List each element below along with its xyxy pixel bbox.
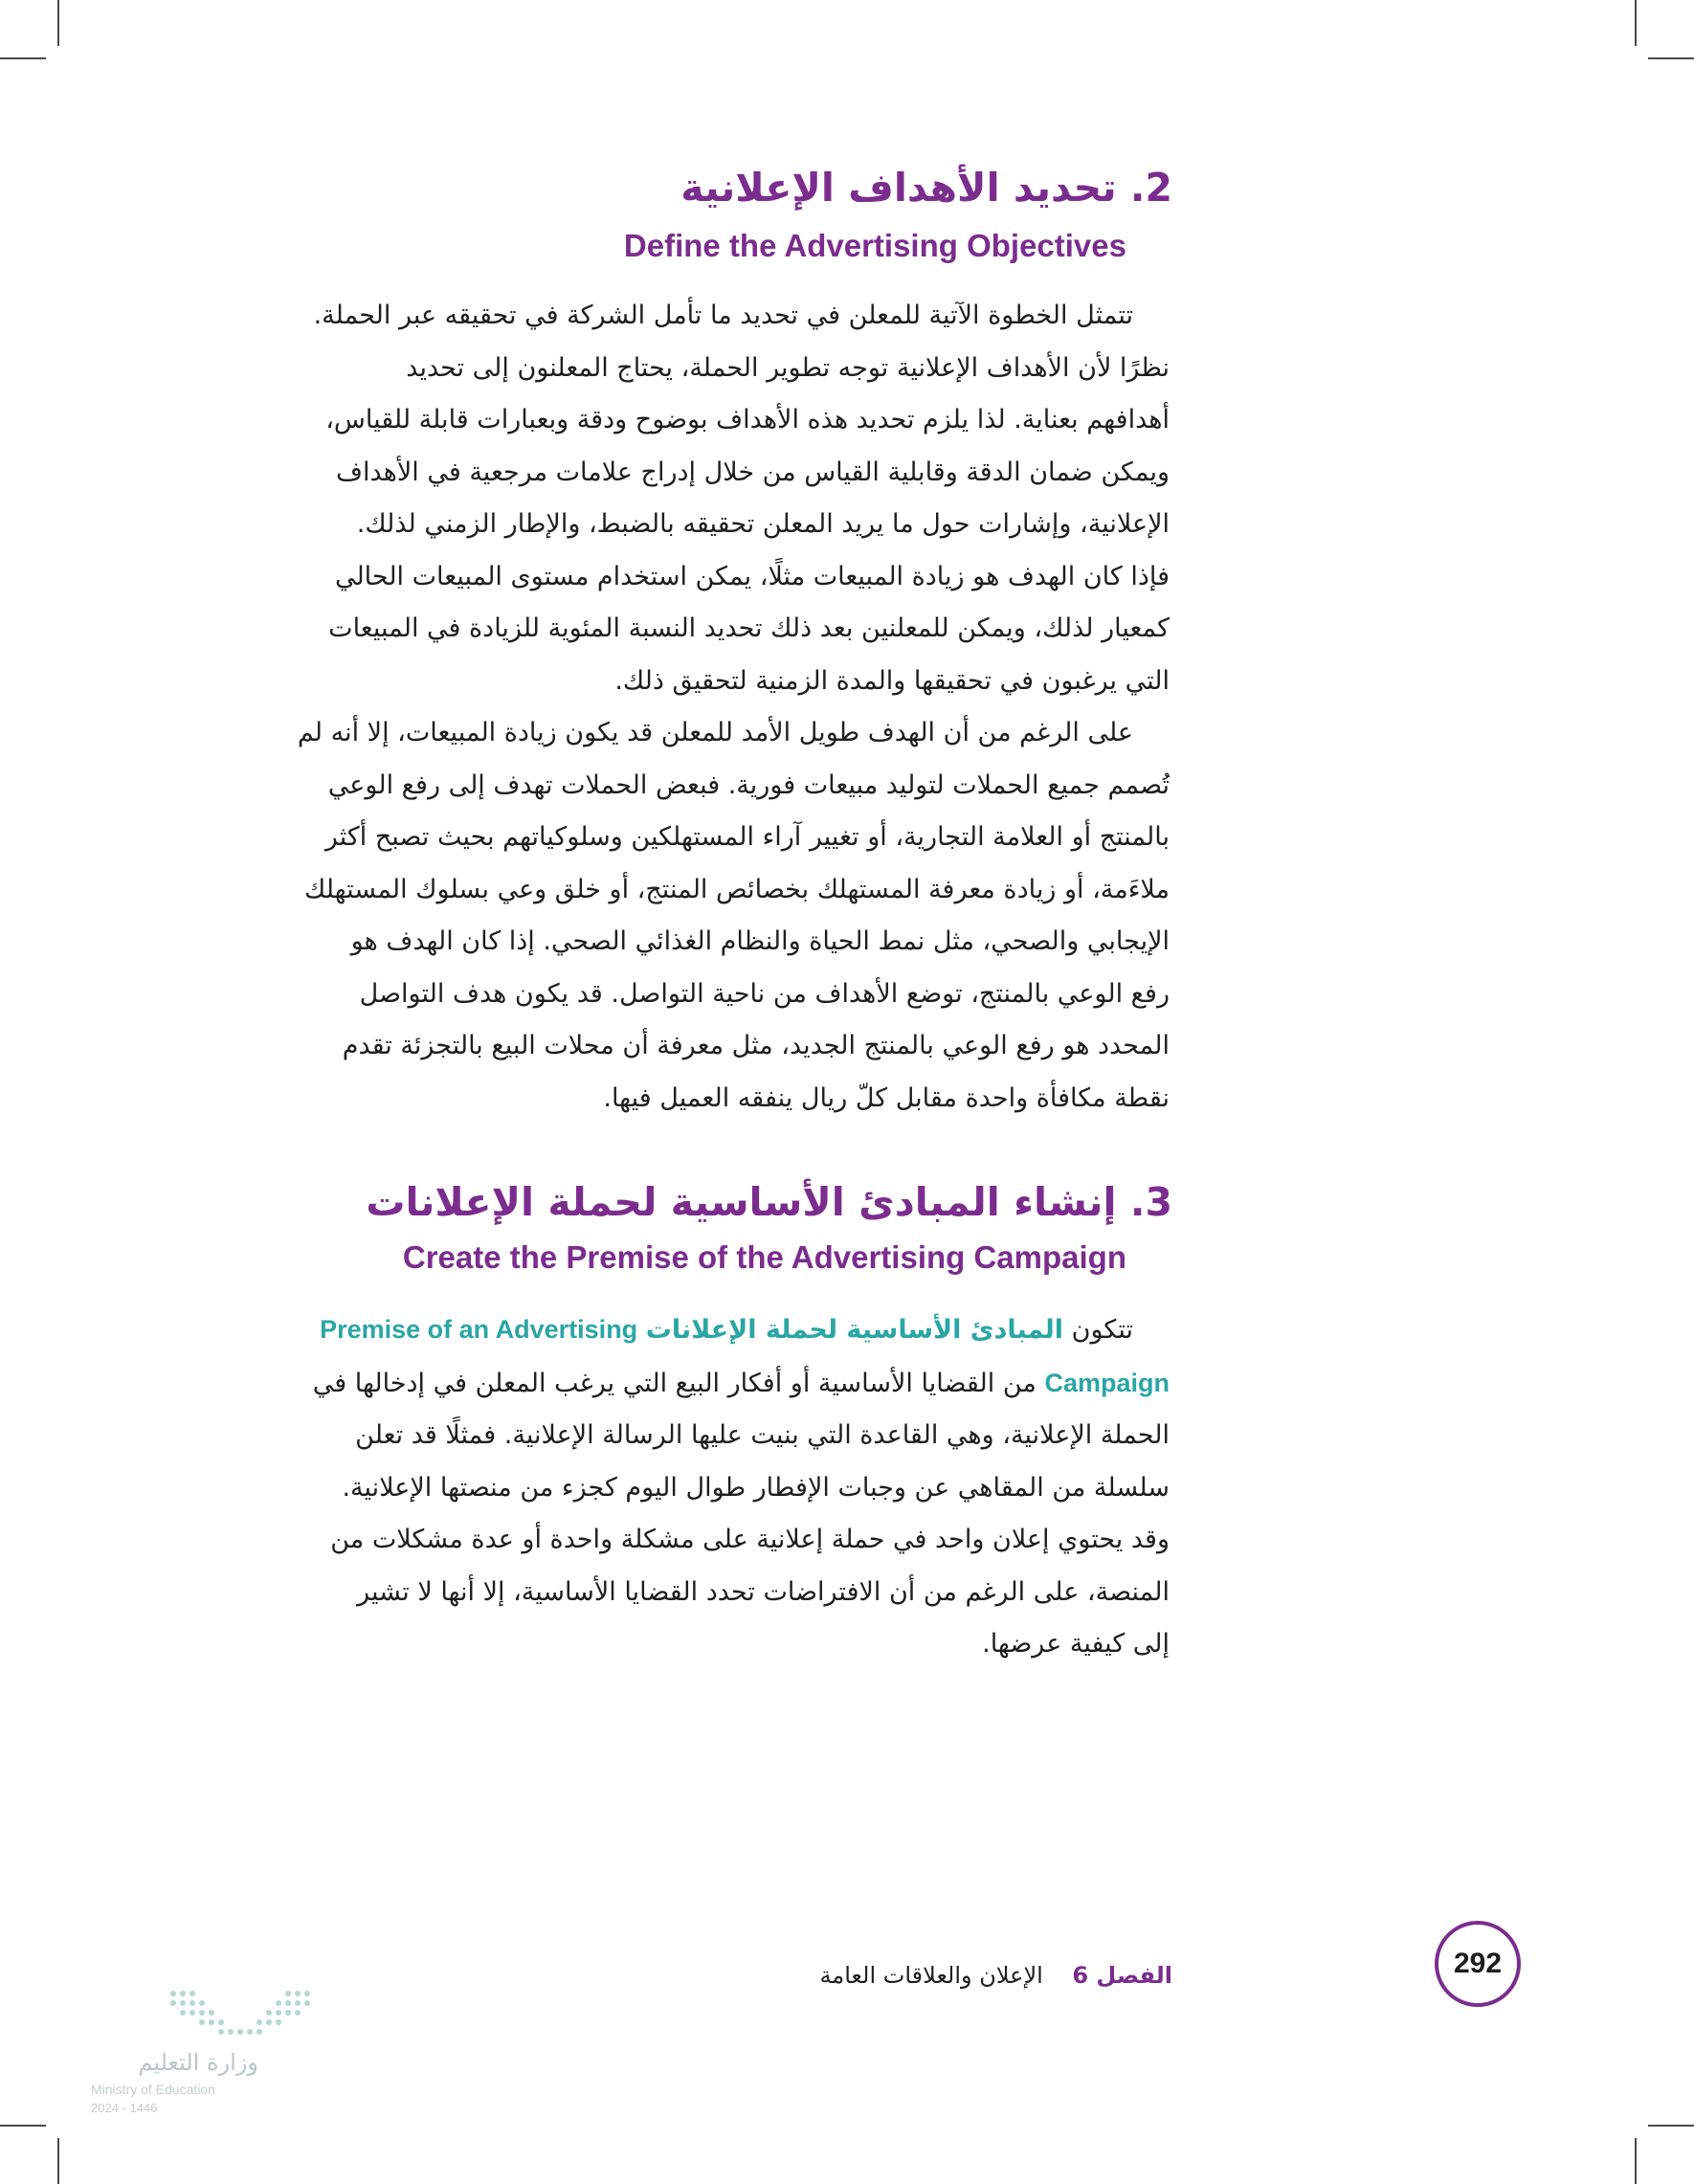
crop-mark [1648, 2125, 1694, 2127]
text-line: ويمكن ضمان الدقة وقابلية القياس من خلال إدراج علامات مرجعية في الأهداف [335, 457, 1170, 487]
logo-year: 2024 - 1446 [91, 2101, 158, 2115]
text-line: فإذا كان الهدف هو زيادة المبيعات مثلًا، يمكن استخدام مستوى المبيعات الحالي [334, 561, 1170, 591]
crop-mark [57, 2138, 59, 2184]
text-line: بالمنتج أو العلامة التجارية، أو تغيير آراء المستهلكين وسلوكياتهم بحيث تصبح أكثر [324, 822, 1170, 852]
section-3-heading-en: Create the Premise of the Advertising Campaign [402, 1239, 1126, 1275]
key-term-ar: المبادئ الأساسية لحملة الإعلانات [645, 1315, 1064, 1345]
crop-mark [1635, 0, 1637, 46]
crop-mark [1648, 57, 1694, 59]
text-line: نقطة مكافأة واحدة مقابل كلّ ريال ينفقه العميل فيها. [603, 1082, 1170, 1113]
text-line: المحدد هو رفع الوعي بالمنتج الجديد، مثل معرفة أن محلات البيع بالتجزئة تقدم [342, 1031, 1170, 1060]
text-line: نظرًا لأن الأهداف الإعلانية توجه تطوير الحملة، يحتاج المعلنون إلى تحديد [406, 352, 1170, 383]
paragraph [203, 707, 1170, 1125]
section-3-heading-ar: 3. إنشاء المبادئ الأساسية لحملة الإعلانات [366, 1179, 1172, 1225]
chapter-title: الإعلان والعلاقات العامة [819, 1962, 1043, 1989]
text-line: سلسلة من المقاهي عن وجبات الإفطار طوال اليوم كجزء من منصتها الإعلانية. [342, 1472, 1170, 1503]
text-line: كمعيار لذلك، ويمكن للمعلنين بعد ذلك تحديد النسبة المئوية للزيادة في المبيعات [328, 613, 1170, 643]
text-line: رفع الوعي بالمنتج، توضع الأهداف من ناحية التواصل. قد يكون هدف التواصل [359, 978, 1170, 1009]
crop-mark [57, 0, 59, 46]
section-2-heading-ar: 2. تحديد الأهداف الإعلانية [680, 165, 1172, 211]
chapter-footer [820, 1958, 1172, 1993]
chapter-label: الفصل 6 [1072, 1962, 1172, 1989]
text-line: على الرغم من أن الهدف طويل الأمد للمعلن قد يكون زيادة المبيعات، إلا أنه لم [297, 718, 1133, 747]
text-line: الحملة الإعلانية، وهي القاعدة التي بنيت عليها الرسالة الإعلانية. فمثلًا قد تعلن [355, 1420, 1170, 1450]
section-3-body [203, 1304, 1170, 1671]
crop-mark [0, 57, 46, 59]
text-line: ملاءَمة، أو زيادة معرفة المستهلك بخصائص المنتج، أو خلق وعي بسلوك المستهلك [303, 874, 1170, 904]
text-line [203, 1304, 1170, 1357]
page-number: 292 [1435, 1921, 1521, 2007]
section-2-heading-en: Define the Advertising Objectives [623, 228, 1126, 263]
intro-word: تتكون [1071, 1315, 1133, 1345]
text-line: أهدافهم بعناية. لذا يلزم تحديد هذه الأهداف بوضوح ودقة وبعبارات قابلة للقياس، [325, 405, 1170, 435]
text-line: إلى كيفية عرضها. [982, 1629, 1170, 1659]
logo-name-en: Ministry of Education [91, 2082, 215, 2097]
crop-mark [1635, 2138, 1637, 2184]
logo-dots-icon [167, 1986, 321, 2039]
text-line: تتمثل الخطوة الآتية للمعلن في تحديد ما تأمل الشركة في تحقيقه عبر الحملة. [313, 301, 1133, 330]
text-line: المنصة، على الرغم من أن الافتراضات تحدد القضايا الأساسية، إلا أنها لا تشير [357, 1576, 1170, 1607]
text-line: الإيجابي والصحي، مثل نمط الحياة والنظام الغذائي الصحي. إذا كان الهدف هو [350, 926, 1170, 956]
line-rest: من القضايا الأساسية أو أفكار البيع التي يرغب المعلن في إدخالها في [312, 1368, 1036, 1398]
text-line: تُصمم جميع الحملات لتوليد مبيعات فورية. فبعض الحملات تهدف إلى رفع الوعي [327, 769, 1170, 800]
key-term-en-cont: Campaign [1044, 1368, 1170, 1397]
text-line: الإعلانية، وإشارات حول ما يريد المعلن تحقيقه بالضبط، والإطار الزمني لذلك. [356, 509, 1170, 539]
paragraph [203, 290, 1170, 707]
text-line [203, 1357, 1170, 1411]
text-line: التي يرغبون في تحقيقها والمدة الزمنية لتحقيق ذلك. [614, 665, 1170, 696]
text-line: وقد يحتوي إعلان واحد في حملة إعلانية على مشكلة واحدة أو عدة مشكلات من [330, 1525, 1170, 1554]
section-2-body [203, 290, 1170, 1125]
key-term-en: Premise of an Advertising [320, 1315, 638, 1344]
ministry-logo [91, 1986, 321, 2120]
crop-mark [0, 2125, 46, 2127]
logo-name-ar: وزارة التعليم [138, 2049, 258, 2076]
